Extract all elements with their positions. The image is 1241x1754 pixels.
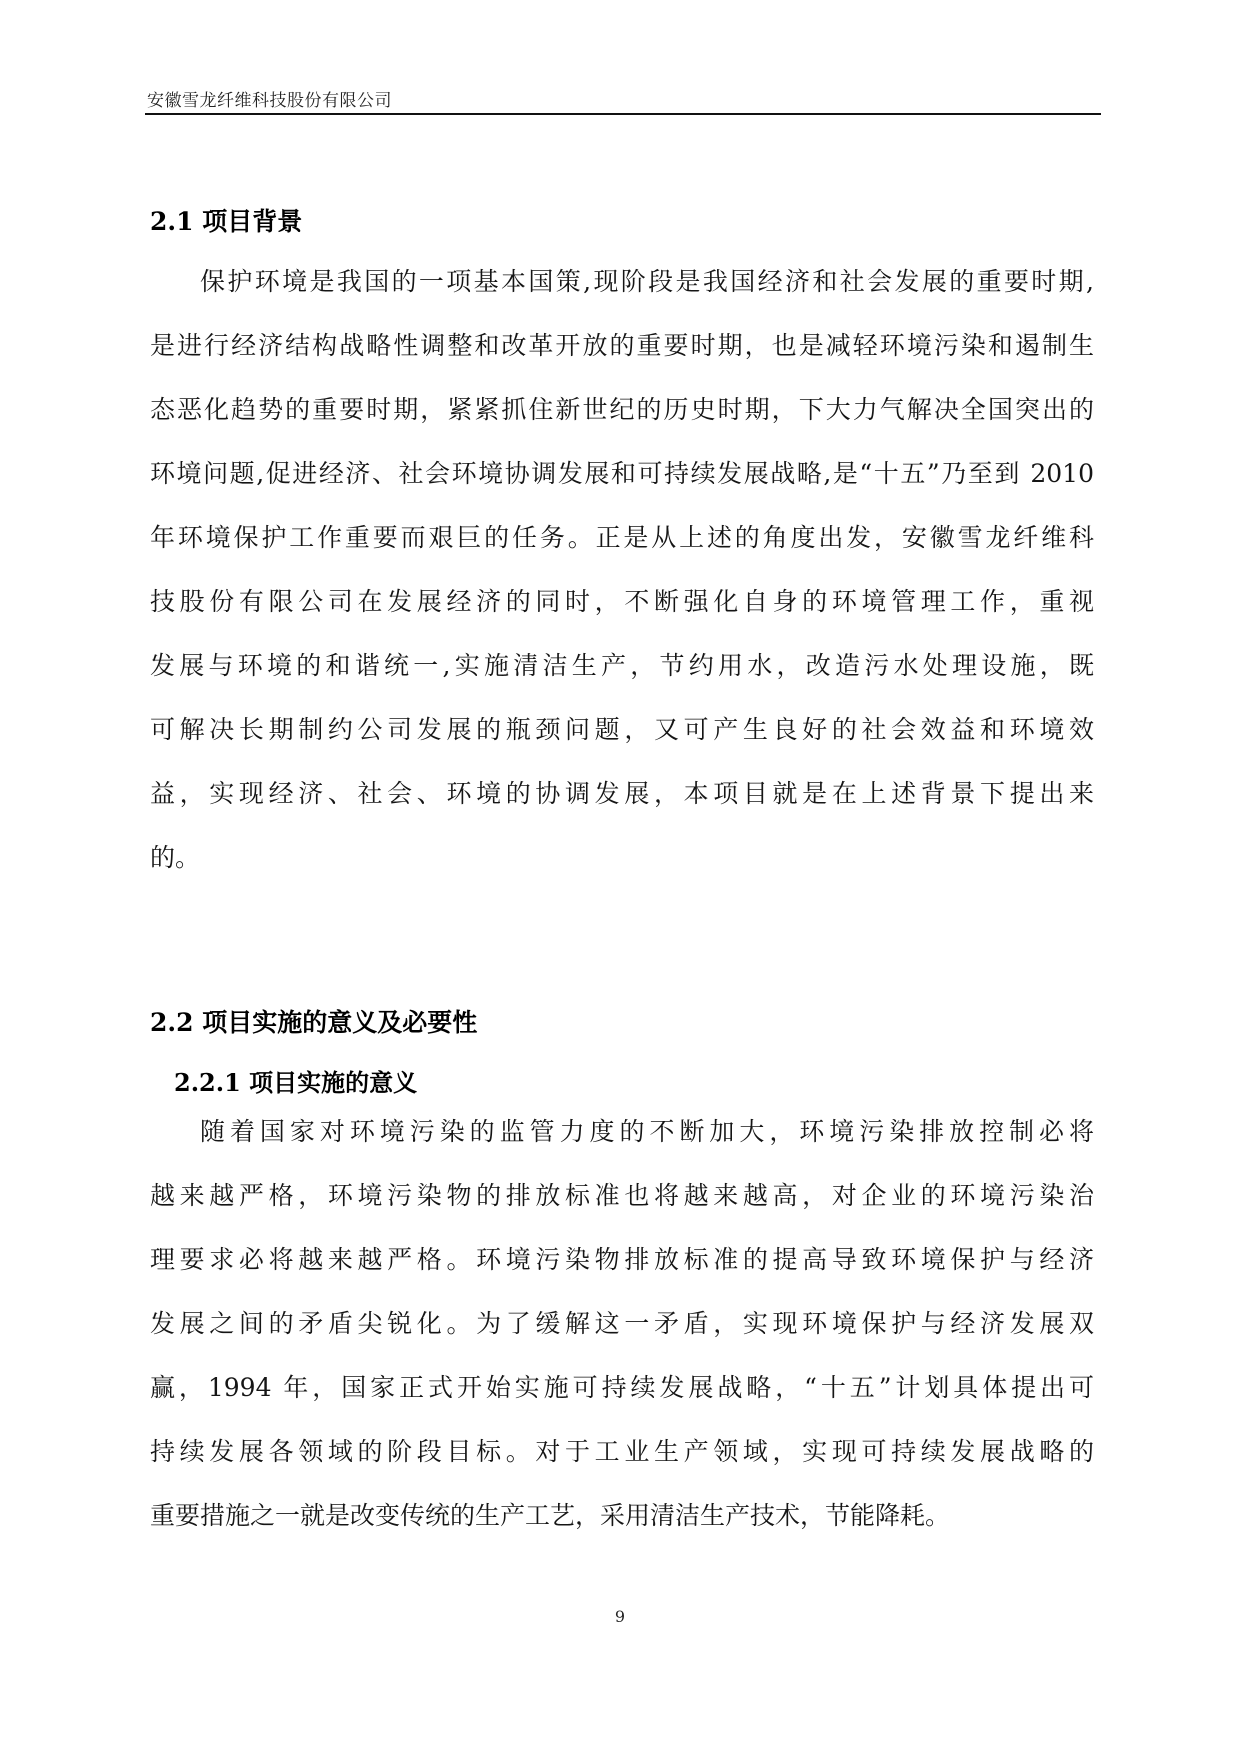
running-header-company: 安徽雪龙纤维科技股份有限公司 bbox=[147, 91, 392, 111]
paragraph-line: 环境问题,促进经济、社会环境协调发展和可持续发展战略,是“十五”乃至到 2010 bbox=[150, 459, 1094, 488]
paragraph-significance bbox=[150, 1100, 1094, 1548]
paragraph-line: 随着国家对环境污染的监管力度的不断加大，环境污染排放控制必将 bbox=[200, 1117, 1094, 1146]
paragraph-background bbox=[150, 250, 1094, 890]
section-heading-2-1: 2.1 项目背景 bbox=[150, 207, 303, 236]
paragraph-line: 越来越严格，环境污染物的排放标准也将越来越高，对企业的环境污染治 bbox=[150, 1181, 1094, 1210]
paragraph-line: 态恶化趋势的重要时期，紧紧抓住新世纪的历史时期，下大力气解决全国突出的 bbox=[150, 395, 1094, 424]
paragraph-line: 理要求必将越来越严格。环境污染物排放标准的提高导致环境保护与经济 bbox=[150, 1245, 1094, 1274]
paragraph-line: 是进行经济结构战略性调整和改革开放的重要时期，也是减轻环境污染和遏制生 bbox=[150, 331, 1094, 360]
paragraph-line: 益，实现经济、社会、环境的协调发展，本项目就是在上述背景下提出来 bbox=[150, 779, 1094, 808]
paragraph-line: 重要措施之一就是改变传统的生产工艺，采用清洁生产技术，节能降耗。 bbox=[150, 1501, 951, 1530]
paragraph-line: 持续发展各领域的阶段目标。对于工业生产领域，实现可持续发展战略的 bbox=[150, 1437, 1094, 1466]
page-number: 9 bbox=[614, 1607, 626, 1626]
paragraph-line: 年环境保护工作重要而艰巨的任务。正是从上述的角度出发，安徽雪龙纤维科 bbox=[150, 523, 1094, 552]
paragraph-line: 发展与环境的和谐统一,实施清洁生产，节约用水，改造污水处理设施，既 bbox=[150, 651, 1094, 680]
paragraph-line: 发展之间的矛盾尖锐化。为了缓解这一矛盾，实现环境保护与经济发展双 bbox=[150, 1309, 1094, 1338]
paragraph-line: 赢，1994 年，国家正式开始实施可持续发展战略，“十五”计划具体提出可 bbox=[150, 1373, 1094, 1402]
paragraph-line: 保护环境是我国的一项基本国策,现阶段是我国经济和社会发展的重要时期, bbox=[200, 267, 1094, 296]
paragraph-line: 可解决长期制约公司发展的瓶颈问题，又可产生良好的社会效益和环境效 bbox=[150, 715, 1094, 744]
paragraph-line: 技股份有限公司在发展经济的同时，不断强化自身的环境管理工作，重视 bbox=[150, 587, 1094, 616]
subsection-heading-2-2-1: 2.2.1 项目实施的意义 bbox=[174, 1068, 418, 1097]
paragraph-line: 的。 bbox=[150, 843, 201, 872]
header-divider bbox=[145, 113, 1101, 115]
section-heading-2-2: 2.2 项目实施的意义及必要性 bbox=[150, 1008, 478, 1037]
